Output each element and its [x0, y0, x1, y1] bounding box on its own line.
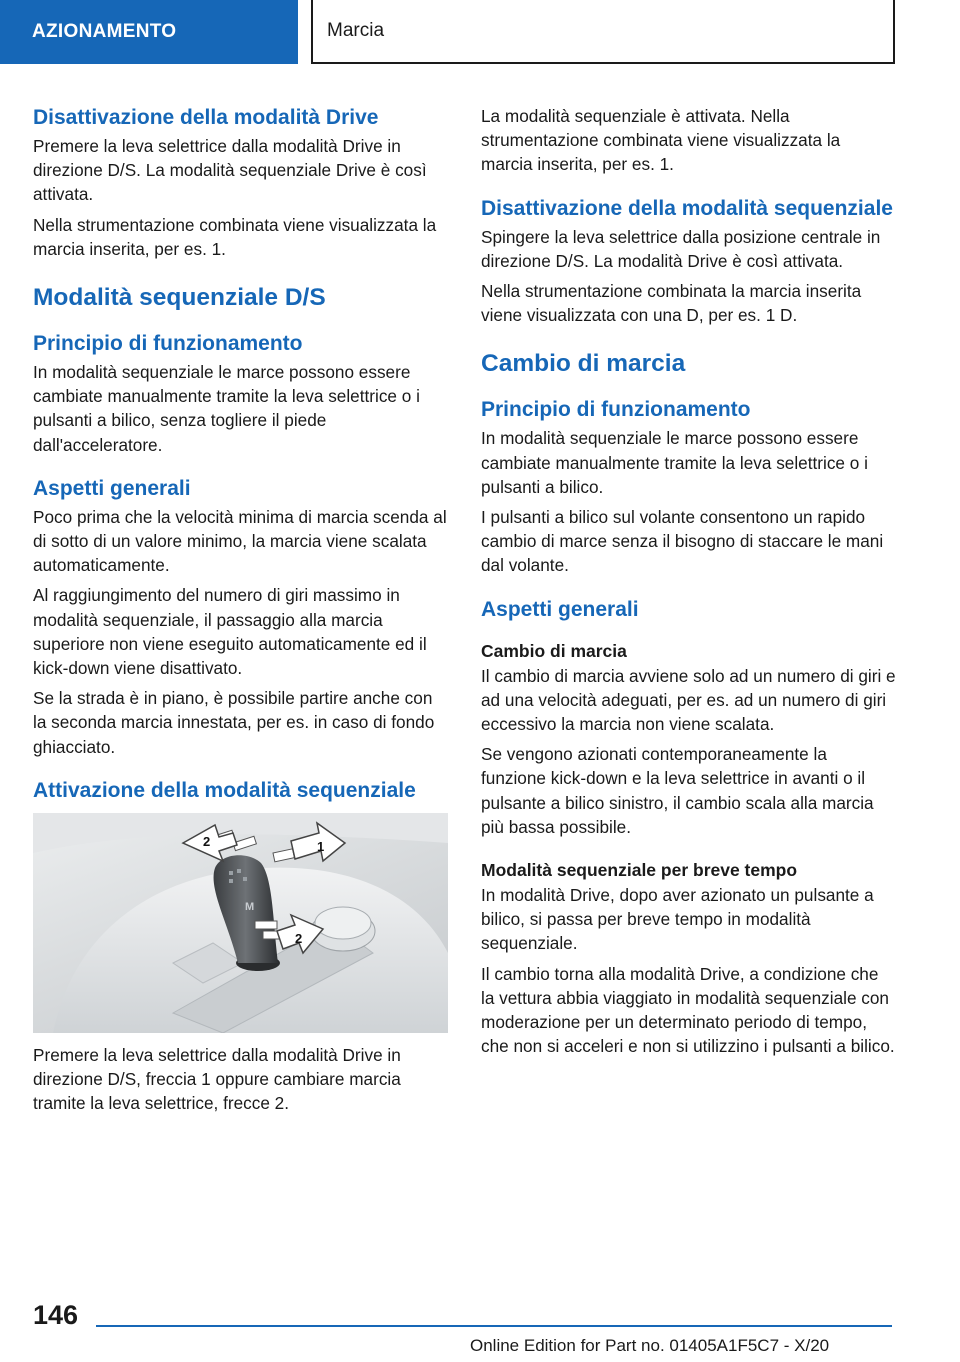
heading-sequential-off: Disattivazione della modalità sequenziale	[481, 196, 893, 220]
heading-gear-shift: Cambio di marcia	[481, 350, 686, 378]
paragraph: Al raggiungimento del numero di giri massimo in modalità sequenziale, il passaggio alla marcia superiore non viene eseguito automaticamente ed il kick-down viene disattivato.	[33, 585, 427, 679]
paragraph: Se la strada è in piano, è possibile partire anche con la seconda marcia innestata, per es. in caso di fondo ghiacciato.	[33, 688, 435, 757]
subheading-short-sequential: Modalità sequenziale per breve tempo	[481, 860, 798, 881]
paragraph: In modalità Drive, dopo aver azionato un pulsante a bilico, si passa per breve tempo in modalità sequenziale.	[481, 885, 874, 954]
heading-principle: Principio di funzionamento	[33, 332, 303, 356]
paragraph: Premere la leva selettrice dalla modalità Drive in direzione D/S, freccia 1 oppure cambiare marcia tramite la leva selettrice, frecce 2.	[33, 1044, 401, 1114]
chapter-title: Marcia	[327, 20, 385, 41]
arrow-label-1: 1	[317, 838, 325, 854]
paragraph: In modalità sequenziale le marce possono essere cambiate manualmente tramite la leva selettrice o i pulsanti a bilico, senza togliere il piede dall'acceleratore.	[33, 362, 420, 455]
paragraph: Nella strumentazione combinata viene visualizzata la marcia inserita, per es. 1.	[33, 214, 437, 259]
page-number: 146	[33, 1300, 79, 1330]
arrow-label-2b: 2	[295, 930, 303, 946]
gear-selector-illustration	[33, 813, 448, 1033]
paragraph: Il cambio di marcia avviene solo ad un numero di giri e ad una velocità adeguati, per es. ad un numero di giri eccessivo la marcia non viene scalata.	[481, 665, 896, 735]
heading-activate-sequential: Attivazione della modalità sequenziale	[33, 778, 416, 802]
heading-general: Aspetti generali	[481, 597, 639, 621]
edition-note: Online Edition for Part no. 01405A1F5C7 - X/20	[470, 1336, 830, 1355]
gear-selector-drawing	[33, 813, 448, 1033]
paragraph: Spingere la leva selettrice dalla posizione centrale in direzione D/S. La modalità Drive è così attivata.	[481, 226, 881, 271]
heading-drive-off: Disattivazione della modalità Drive	[33, 106, 379, 129]
right-column	[481, 104, 896, 1064]
paragraph: Se vengono azionati contemporaneamente la funzione kick-down e la leva selettrice in avanti o il pulsante a bilico sinistro, il cambio scala alla marcia più bassa possibile.	[481, 744, 874, 837]
heading-sequential-mode: Modalità sequenziale D/S	[33, 284, 326, 312]
section-title: AZIONAMENTO	[32, 21, 177, 42]
left-column	[33, 104, 448, 1121]
paragraph: In modalità sequenziale le marce possono essere cambiate manualmente tramite la leva selettrice o i pulsanti a bilico.	[481, 428, 868, 497]
chapter-header	[311, 0, 895, 64]
footer-divider	[96, 1325, 892, 1327]
paragraph: La modalità sequenziale è attivata. Nella strumentazione combinata viene visualizzata la marcia inserita, per es. 1.	[481, 106, 841, 175]
paragraph: Premere la leva selettrice dalla modalità Drive in direzione D/S. La modalità sequenziale Drive è così attivata.	[33, 136, 427, 205]
subheading-gear-shift: Cambio di marcia	[481, 640, 627, 661]
heading-general: Aspetti generali	[33, 476, 191, 500]
paragraph: Il cambio torna alla modalità Drive, a condizione che la vettura abbia viaggiato in modalità sequenziale con moderazione per un determinato periodo di tempo, che non si acceleri e non si utilizzino i pulsanti a bilico.	[481, 963, 895, 1057]
paragraph: Nella strumentazione combinata la marcia inserita viene visualizzata con una D, per es. 1 D.	[481, 281, 862, 326]
lever-logo: M	[245, 900, 255, 913]
paragraph: Poco prima che la velocità minima di marcia scenda al di sotto di un valore minimo, la marcia viene scalata automaticamente.	[33, 506, 447, 576]
heading-principle: Principio di funzionamento	[481, 398, 751, 422]
section-tab	[0, 0, 298, 64]
paragraph: I pulsanti a bilico sul volante consentono un rapido cambio di marce senza il bisogno di staccare le mani dal volante.	[481, 507, 884, 576]
arrow-label-2a: 2	[203, 833, 211, 849]
